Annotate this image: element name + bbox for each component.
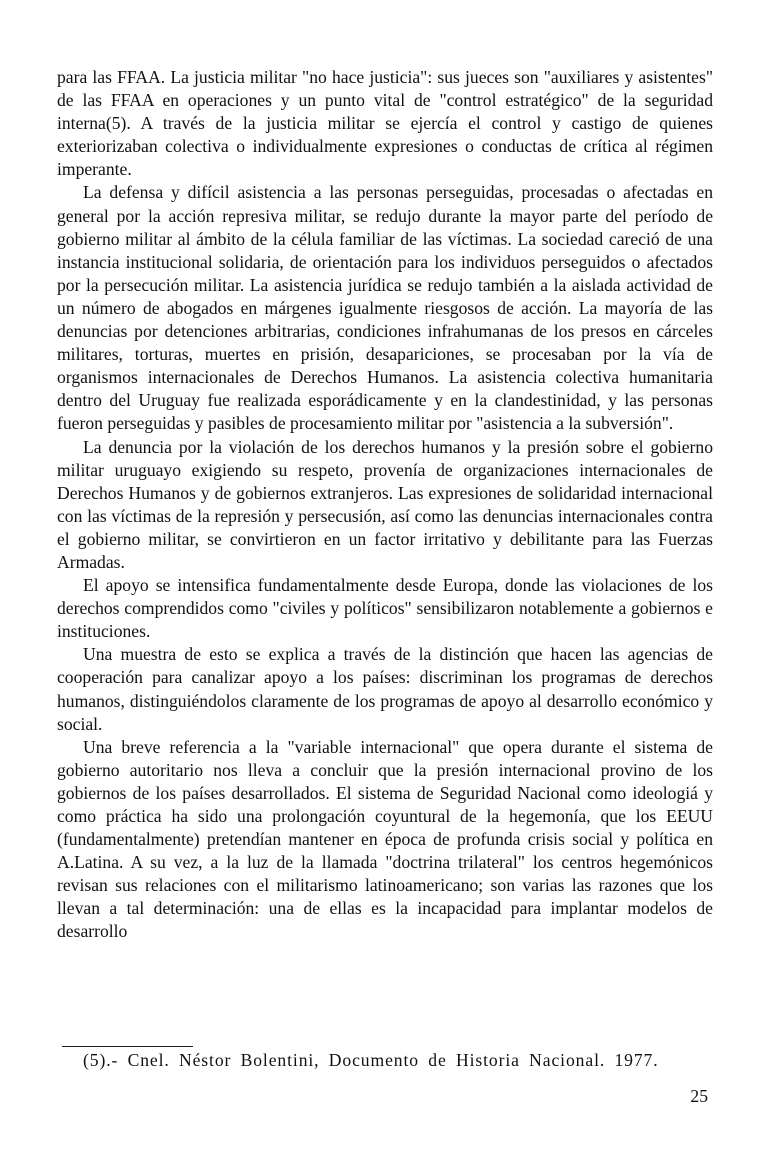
page-body (57, 66, 713, 944)
page-number: 25 (690, 1086, 708, 1106)
paragraph-6: Una breve referencia a la "variable internacional" que opera durante el sistema de gobierno autoritario nos lleva a concluir que la presión internacional provino de los gobiernos de los países desarrollados. El sistema de Seguridad Nacional como ideologiá y como práctica ha sido una prolongación coyuntural de la hegemonía, que los EEUU (fundamentalmente) pretendían mantener en época de profunda crisis social y política en A.Latina. A su vez, a la luz de la llamada "doctrina trilateral" los centros hegemónicos revisan sus relaciones con el militarismo latinoamericano; son varias las razones que los llevan a tal determinación: una de ellas es la incapacidad para implantar modelos de desarrollo (57, 736, 713, 942)
paragraph-1: para las FFAA. La justicia militar "no hace justicia": sus jueces son "auxiliares y asistentes" de las FFAA en operaciones y un punto vital de "control estratégico" de la seguridad interna(5). A través de la justicia militar se ejercía el control y castigo de quienes exteriorizaban colectiva o individualmente expresiones o conductas de crítica al régimen imperante. (57, 67, 713, 180)
paragraph-2: La defensa y difícil asistencia a las personas perseguidas, procesadas o afectadas en general por la acción represiva militar, se redujo durante la mayor parte del período de gobierno militar al ámbito de la célula familiar de las víctimas. La sociedad careció de una instancia institucional solidaria, de orientación para los individuos perseguidos o afectados por la persecución militar. La asistencia jurídica se redujo también a la aislada actividad de un número de abogados en márgenes igualmente riesgosos de acción. La mayoría de las denuncias por detenciones arbitrarias, condiciones infrahumanas de los presos en cárceles militares, torturas, muertes en prisión, desapariciones, se procesaban por la vía de organismos internacionales de Derechos Humanos. La asistencia colectiva humanitaria dentro del Uruguay fue realizada esporádicamente y en la clandestinidad, y las personas fueron perseguidas y pasibles de procesamiento militar por "asistencia a la subversión". (57, 182, 713, 434)
footnote-divider (62, 1046, 193, 1047)
paragraph-3: La denuncia por la violación de los derechos humanos y la presión sobre el gobierno militar uruguayo exigiendo su respeto, provenía de organizaciones internacionales de Derechos Humanos y de gobiernos extranjeros. Las expresiones de solidaridad internacional con las víctimas de la represión y persecusión, así como las denuncias internacionales contra el gobierno militar, se convirtieron en un factor irritativo y debilitante para las Fuerzas Armadas. (57, 436, 713, 572)
footnote: (5).- Cnel. Néstor Bolentini, Documento de Historia Nacional. 1977. (83, 1050, 659, 1070)
paragraph-4: El apoyo se intensifica fundamentalmente desde Europa, donde las violaciones de los derechos comprendidos como "civiles y políticos" sensibilizaron notablemente a gobiernos e instituciones. (57, 575, 713, 642)
paragraph-5: Una muestra de esto se explica a través de la distinción que hacen las agencias de cooperación para canalizar apoyo a los países: discriminan los programas de derechos humanos, distinguiéndolos claramente de los programas de apoyo al desarrollo económico y social. (57, 644, 713, 734)
